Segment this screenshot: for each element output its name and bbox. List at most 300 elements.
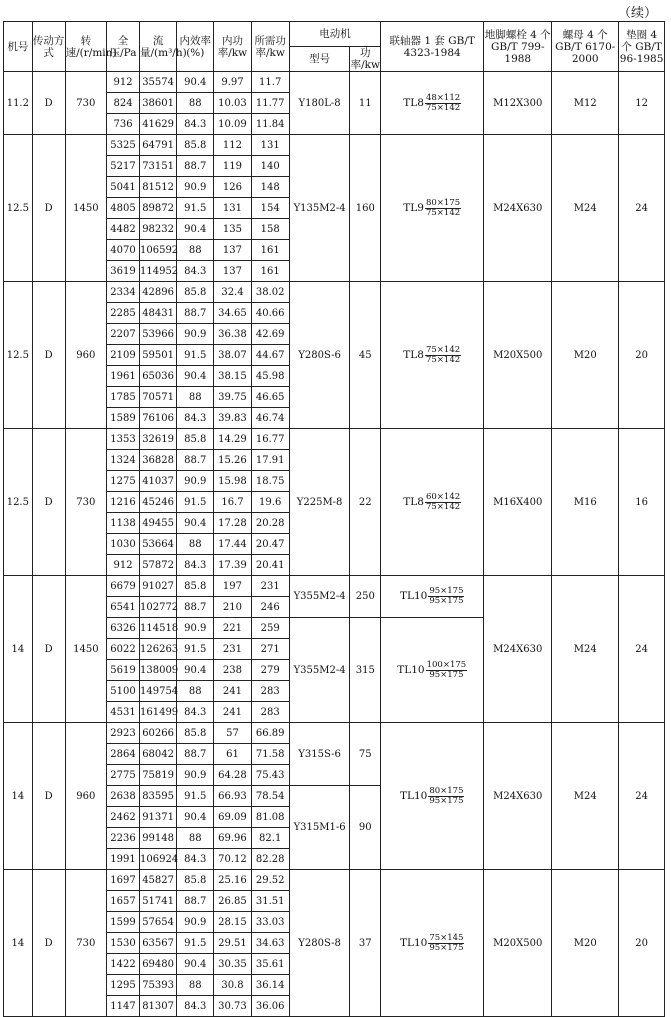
flow-cell: 36828 (140, 450, 177, 471)
internal-power-cell: 119 (214, 156, 251, 177)
coupling-numerator: 75×145 (429, 932, 464, 943)
internal-power-cell: 17.44 (214, 534, 251, 555)
required-power-cell: 140 (251, 156, 289, 177)
motor-type-cell: Y180L-8 (289, 72, 350, 135)
internal-power-cell: 210 (214, 597, 251, 618)
required-power-cell: 271 (251, 639, 289, 660)
internal-power-cell: 137 (214, 261, 251, 282)
motor-power-cell: 160 (350, 135, 381, 282)
drive-mode-cell: D (32, 723, 65, 870)
flow-cell: 32619 (140, 429, 177, 450)
flow-cell: 75393 (140, 975, 177, 996)
efficiency-cell: 88 (177, 240, 214, 261)
efficiency-cell: 91.5 (177, 933, 214, 954)
internal-power-cell: 32.4 (214, 282, 251, 303)
pressure-cell: 2109 (107, 345, 140, 366)
flow-cell: 59501 (140, 345, 177, 366)
header-pressure: 全压/Pa (107, 22, 140, 72)
speed-cell: 960 (65, 723, 106, 870)
internal-power-cell: 66.93 (214, 786, 251, 807)
flow-cell: 106592 (140, 240, 177, 261)
coupling-spec (400, 934, 465, 953)
coupling-denominator: 75×142 (425, 354, 461, 365)
required-power-cell: 161 (251, 240, 289, 261)
coupling-numerator: 100×175 (426, 659, 467, 670)
machine-number-cell: 12.5 (4, 135, 33, 282)
coupling-cell (381, 870, 484, 1017)
required-power-cell: 20.41 (251, 555, 289, 576)
pressure-cell: 4531 (107, 702, 140, 723)
header-bolt: 地脚螺栓 4 个 GB/T 799-1988 (484, 22, 552, 72)
pressure-cell: 2462 (107, 807, 140, 828)
pressure-cell: 4070 (107, 240, 140, 261)
speed-cell: 730 (65, 429, 106, 576)
flow-cell: 60266 (140, 723, 177, 744)
efficiency-cell: 90.9 (177, 618, 214, 639)
anchor-bolt-cell: M20X500 (484, 282, 552, 429)
machine-number-cell: 12.5 (4, 282, 33, 429)
flow-cell: 48431 (140, 303, 177, 324)
anchor-bolt-cell: M12X300 (484, 72, 552, 135)
internal-power-cell: 69.96 (214, 828, 251, 849)
flow-cell: 45827 (140, 870, 177, 891)
required-power-cell: 42.69 (251, 324, 289, 345)
pressure-cell: 2334 (107, 282, 140, 303)
efficiency-cell: 88.7 (177, 744, 214, 765)
drive-mode-cell: D (32, 282, 65, 429)
motor-power-cell: 90 (350, 786, 381, 870)
flow-cell: 114952 (140, 261, 177, 282)
efficiency-cell: 91.5 (177, 198, 214, 219)
pressure-cell: 1422 (107, 954, 140, 975)
efficiency-cell: 84.3 (177, 114, 214, 135)
internal-power-cell: 30.73 (214, 996, 251, 1017)
pressure-cell: 912 (107, 555, 140, 576)
flow-cell: 49455 (140, 513, 177, 534)
coupling-cell (381, 618, 484, 723)
coupling-cell (381, 72, 484, 135)
required-power-cell: 75.43 (251, 765, 289, 786)
flow-cell: 41629 (140, 114, 177, 135)
coupling-fraction (428, 934, 464, 953)
efficiency-cell: 84.3 (177, 408, 214, 429)
coupling-spec (403, 199, 461, 218)
table-row (4, 135, 665, 156)
nut-cell: M20 (552, 870, 619, 1017)
internal-power-cell: 241 (214, 681, 251, 702)
coupling-denominator: 95×175 (429, 596, 464, 606)
efficiency-cell: 88.7 (177, 303, 214, 324)
internal-power-cell: 57 (214, 723, 251, 744)
pressure-cell: 1697 (107, 870, 140, 891)
motor-type-cell: Y315S-6 (289, 723, 350, 786)
washer-cell: 24 (619, 723, 665, 870)
flow-cell: 45246 (140, 492, 177, 513)
pressure-cell: 5217 (107, 156, 140, 177)
motor-power-cell: 315 (350, 618, 381, 723)
flow-cell: 149754 (140, 681, 177, 702)
required-power-cell: 283 (251, 681, 289, 702)
flow-cell: 35574 (140, 72, 177, 93)
internal-power-cell: 197 (214, 576, 251, 597)
required-power-cell: 66.89 (251, 723, 289, 744)
coupling-fraction (425, 199, 461, 218)
efficiency-cell: 90.9 (177, 324, 214, 345)
anchor-bolt-cell: M24X630 (484, 135, 552, 282)
coupling-denominator: 75×142 (425, 102, 461, 113)
required-power-cell: 38.02 (251, 282, 289, 303)
coupling-model: TL8 (403, 96, 424, 109)
flow-cell: 126263 (140, 639, 177, 660)
efficiency-cell: 88 (177, 387, 214, 408)
pressure-cell: 4805 (107, 198, 140, 219)
coupling-numerator: 80×175 (429, 785, 464, 796)
pressure-cell: 1216 (107, 492, 140, 513)
coupling-model: TL10 (397, 663, 425, 676)
flow-cell: 57654 (140, 912, 177, 933)
pressure-cell: 1324 (107, 450, 140, 471)
flow-cell: 106924 (140, 849, 177, 870)
washer-cell: 20 (619, 282, 665, 429)
pressure-cell: 5100 (107, 681, 140, 702)
drive-mode-cell: D (32, 576, 65, 723)
coupling-model: TL10 (399, 936, 428, 949)
flow-cell: 73151 (140, 156, 177, 177)
nut-cell: M24 (552, 135, 619, 282)
efficiency-cell: 88 (177, 975, 214, 996)
efficiency-cell: 84.3 (177, 261, 214, 282)
required-power-cell: 40.66 (251, 303, 289, 324)
pressure-cell: 1657 (107, 891, 140, 912)
efficiency-cell: 85.8 (177, 135, 214, 156)
pressure-cell: 1295 (107, 975, 140, 996)
required-power-cell: 46.74 (251, 408, 289, 429)
coupling-fraction (425, 94, 461, 113)
efficiency-cell: 85.8 (177, 723, 214, 744)
pressure-cell: 824 (107, 93, 140, 114)
required-power-cell: 279 (251, 660, 289, 681)
pressure-cell: 2923 (107, 723, 140, 744)
pressure-cell: 6022 (107, 639, 140, 660)
internal-power-cell: 16.7 (214, 492, 251, 513)
internal-power-cell: 135 (214, 219, 251, 240)
pressure-cell: 2638 (107, 786, 140, 807)
efficiency-cell: 91.5 (177, 786, 214, 807)
internal-power-cell: 38.07 (214, 345, 251, 366)
internal-power-cell: 15.26 (214, 450, 251, 471)
motor-power-cell: 37 (350, 870, 381, 1017)
internal-power-cell: 61 (214, 744, 251, 765)
table-row (4, 72, 665, 93)
internal-power-cell: 15.98 (214, 471, 251, 492)
pressure-cell: 1138 (107, 513, 140, 534)
internal-power-cell: 70.12 (214, 849, 251, 870)
efficiency-cell: 88.7 (177, 156, 214, 177)
required-power-cell: 231 (251, 576, 289, 597)
flow-cell: 65036 (140, 366, 177, 387)
nut-cell: M12 (552, 72, 619, 135)
internal-power-cell: 26.85 (214, 891, 251, 912)
speed-cell: 730 (65, 870, 106, 1017)
nut-cell: M24 (552, 723, 619, 870)
flow-cell: 75819 (140, 765, 177, 786)
motor-type-cell: Y315M1-6 (289, 786, 350, 870)
efficiency-cell: 88 (177, 828, 214, 849)
internal-power-cell: 38.15 (214, 366, 251, 387)
flow-cell: 38601 (140, 93, 177, 114)
required-power-cell: 34.63 (251, 933, 289, 954)
flow-cell: 91027 (140, 576, 177, 597)
pressure-cell: 1147 (107, 996, 140, 1017)
coupling-numerator: 75×142 (425, 344, 461, 355)
pressure-cell: 6541 (107, 597, 140, 618)
speed-cell: 1450 (65, 576, 106, 723)
pressure-cell: 2236 (107, 828, 140, 849)
coupling-fraction (428, 787, 464, 806)
coupling-model: TL8 (403, 495, 424, 508)
flow-cell: 53664 (140, 534, 177, 555)
washer-cell: 16 (619, 429, 665, 576)
required-power-cell: 19.6 (251, 492, 289, 513)
required-power-cell: 81.08 (251, 807, 289, 828)
efficiency-cell: 90.9 (177, 912, 214, 933)
header-motor-power: 功率/kw (350, 47, 380, 71)
coupling-cell (381, 429, 484, 576)
required-power-cell: 161 (251, 261, 289, 282)
internal-power-cell: 64.28 (214, 765, 251, 786)
speed-cell: 730 (65, 72, 106, 135)
header-model: 机号 (4, 22, 33, 72)
motor-type-cell: Y135M2-4 (289, 135, 350, 282)
flow-cell: 91371 (140, 807, 177, 828)
coupling-model: TL10 (399, 789, 428, 802)
efficiency-cell: 85.8 (177, 870, 214, 891)
coupling-cell (381, 723, 484, 870)
required-power-cell: 35.61 (251, 954, 289, 975)
required-power-cell: 46.65 (251, 387, 289, 408)
internal-power-cell: 29.51 (214, 933, 251, 954)
internal-power-cell: 10.09 (214, 114, 251, 135)
header-washer: 垫圈 4 个 GB/T 96-1985 (619, 22, 665, 72)
internal-power-cell: 34.65 (214, 303, 251, 324)
nut-cell: M24 (552, 576, 619, 723)
flow-cell: 161499 (140, 702, 177, 723)
anchor-bolt-cell: M20X500 (484, 870, 552, 1017)
internal-power-cell: 25.16 (214, 870, 251, 891)
efficiency-cell: 85.8 (177, 576, 214, 597)
header-flow: 流量/(m³/h) (140, 22, 177, 72)
coupling-spec (403, 94, 461, 113)
pressure-cell: 1785 (107, 387, 140, 408)
speed-cell: 1450 (65, 135, 106, 282)
efficiency-cell: 91.5 (177, 345, 214, 366)
efficiency-cell: 91.5 (177, 639, 214, 660)
pressure-cell: 1599 (107, 912, 140, 933)
flow-cell: 42896 (140, 282, 177, 303)
coupling-cell (381, 135, 484, 282)
coupling-numerator: 95×175 (429, 586, 464, 596)
coupling-spec (400, 787, 465, 806)
pressure-cell: 736 (107, 114, 140, 135)
efficiency-cell: 85.8 (177, 429, 214, 450)
continued-label: （续） (617, 6, 657, 21)
header-motor: 电动机 (289, 22, 380, 47)
washer-cell: 24 (619, 135, 665, 282)
pressure-cell: 1961 (107, 366, 140, 387)
required-power-cell: 31.51 (251, 891, 289, 912)
efficiency-cell: 90.4 (177, 219, 214, 240)
efficiency-cell: 90.9 (177, 765, 214, 786)
flow-cell: 89872 (140, 198, 177, 219)
fan-spec-table (3, 21, 665, 1017)
internal-power-cell: 39.75 (214, 387, 251, 408)
internal-power-cell: 30.8 (214, 975, 251, 996)
efficiency-cell: 90.9 (177, 177, 214, 198)
efficiency-cell: 91.5 (177, 492, 214, 513)
required-power-cell: 16.77 (251, 429, 289, 450)
table-row (4, 429, 665, 450)
machine-number-cell: 14 (4, 870, 33, 1017)
efficiency-cell: 88 (177, 93, 214, 114)
internal-power-cell: 69.09 (214, 807, 251, 828)
required-power-cell: 82.1 (251, 828, 289, 849)
internal-power-cell: 9.97 (214, 72, 251, 93)
flow-cell: 102772 (140, 597, 177, 618)
pressure-cell: 1275 (107, 471, 140, 492)
pressure-cell: 1589 (107, 408, 140, 429)
coupling-denominator: 75×142 (425, 501, 461, 512)
required-power-cell: 11.7 (251, 72, 289, 93)
efficiency-cell: 88.7 (177, 891, 214, 912)
machine-number-cell: 14 (4, 576, 33, 723)
washer-cell: 12 (619, 72, 665, 135)
header-internal-power: 内功率/kw (214, 22, 251, 72)
required-power-cell: 154 (251, 198, 289, 219)
table-row (4, 576, 665, 597)
header-motor-type: 型号 (289, 47, 350, 72)
efficiency-cell: 90.4 (177, 513, 214, 534)
coupling-spec (403, 493, 461, 512)
anchor-bolt-cell: M24X630 (484, 576, 552, 723)
required-power-cell: 11.84 (251, 114, 289, 135)
internal-power-cell: 28.15 (214, 912, 251, 933)
drive-mode-cell: D (32, 870, 65, 1017)
pressure-cell: 1530 (107, 933, 140, 954)
required-power-cell: 18.75 (251, 471, 289, 492)
flow-cell: 68042 (140, 744, 177, 765)
washer-cell: 20 (619, 870, 665, 1017)
efficiency-cell: 88 (177, 681, 214, 702)
internal-power-cell: 238 (214, 660, 251, 681)
motor-type-cell: Y225M-8 (289, 429, 350, 576)
flow-cell: 70571 (140, 387, 177, 408)
internal-power-cell: 30.35 (214, 954, 251, 975)
flow-cell: 98232 (140, 219, 177, 240)
pressure-cell: 4482 (107, 219, 140, 240)
coupling-fraction (428, 587, 464, 606)
pressure-cell: 912 (107, 72, 140, 93)
efficiency-cell: 88.7 (177, 450, 214, 471)
required-power-cell: 44.67 (251, 345, 289, 366)
required-power-cell: 20.47 (251, 534, 289, 555)
required-power-cell: 36.14 (251, 975, 289, 996)
internal-power-cell: 112 (214, 135, 251, 156)
efficiency-cell: 84.3 (177, 996, 214, 1017)
internal-power-cell: 36.38 (214, 324, 251, 345)
flow-cell: 69480 (140, 954, 177, 975)
coupling-numerator: 60×142 (425, 491, 461, 502)
coupling-denominator: 75×142 (425, 207, 461, 218)
machine-number-cell: 14 (4, 723, 33, 870)
required-power-cell: 259 (251, 618, 289, 639)
efficiency-cell: 88.7 (177, 597, 214, 618)
motor-power-cell: 45 (350, 282, 381, 429)
internal-power-cell: 126 (214, 177, 251, 198)
motor-power-cell: 250 (350, 576, 381, 618)
pressure-cell: 6326 (107, 618, 140, 639)
required-power-cell: 82.28 (251, 849, 289, 870)
internal-power-cell: 221 (214, 618, 251, 639)
motor-power-cell: 11 (350, 72, 381, 135)
required-power-cell: 283 (251, 702, 289, 723)
table-row (4, 870, 665, 891)
coupling-model: TL10 (399, 590, 428, 602)
nut-cell: M20 (552, 282, 619, 429)
coupling-fraction (426, 661, 468, 680)
motor-type-cell: Y280S-8 (289, 870, 350, 1017)
efficiency-cell: 84.3 (177, 849, 214, 870)
flow-cell: 99148 (140, 828, 177, 849)
flow-cell: 83595 (140, 786, 177, 807)
efficiency-cell: 90.4 (177, 660, 214, 681)
coupling-spec (397, 661, 467, 680)
efficiency-cell: 90.4 (177, 72, 214, 93)
efficiency-cell: 84.3 (177, 555, 214, 576)
flow-cell: 114518 (140, 618, 177, 639)
internal-power-cell: 137 (214, 240, 251, 261)
anchor-bolt-cell: M24X630 (484, 723, 552, 870)
nut-cell: M16 (552, 429, 619, 576)
header-nut: 螺母 4 个 GB/T 6170-2000 (552, 22, 619, 72)
flow-cell: 41037 (140, 471, 177, 492)
required-power-cell: 45.98 (251, 366, 289, 387)
internal-power-cell: 14.29 (214, 429, 251, 450)
required-power-cell: 71.58 (251, 744, 289, 765)
required-power-cell: 33.03 (251, 912, 289, 933)
header-coupling: 联轴器 1 套 GB/T 4323-1984 (381, 22, 484, 72)
efficiency-cell: 88 (177, 534, 214, 555)
anchor-bolt-cell: M16X400 (484, 429, 552, 576)
pressure-cell: 1353 (107, 429, 140, 450)
pressure-cell: 5325 (107, 135, 140, 156)
internal-power-cell: 241 (214, 702, 251, 723)
motor-type-cell: Y280S-6 (289, 282, 350, 429)
coupling-denominator: 95×175 (429, 795, 464, 806)
internal-power-cell: 10.03 (214, 93, 251, 114)
motor-power-cell: 22 (350, 429, 381, 576)
pressure-cell: 5619 (107, 660, 140, 681)
table-row (4, 282, 665, 303)
internal-power-cell: 231 (214, 639, 251, 660)
coupling-cell (381, 576, 484, 618)
machine-number-cell: 11.2 (4, 72, 33, 135)
required-power-cell: 158 (251, 219, 289, 240)
speed-cell: 960 (65, 282, 106, 429)
efficiency-cell: 85.8 (177, 282, 214, 303)
coupling-fraction (425, 346, 461, 365)
required-power-cell: 36.06 (251, 996, 289, 1017)
required-power-cell: 78.54 (251, 786, 289, 807)
